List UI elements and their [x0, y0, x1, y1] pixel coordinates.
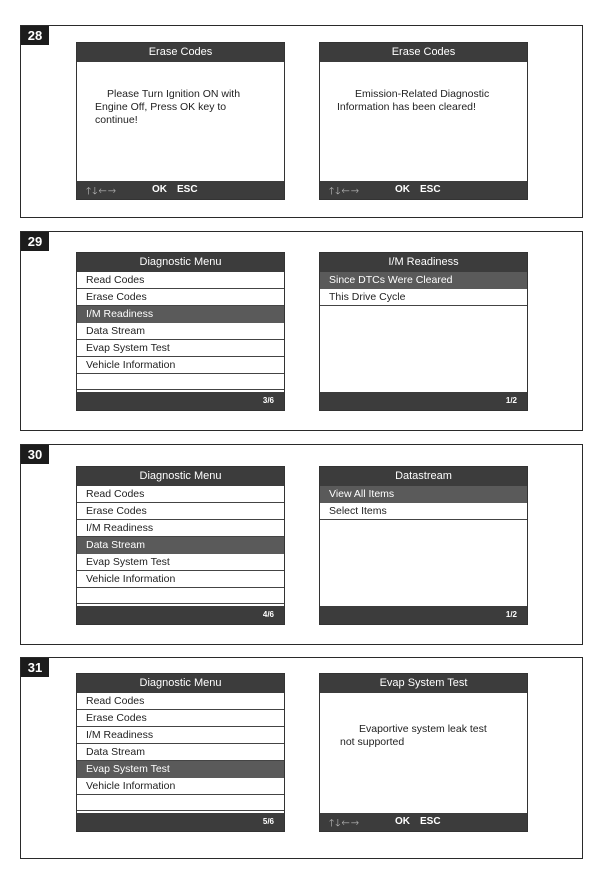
message-line-1: Please Turn Ignition ON with — [107, 88, 241, 100]
message-line-1: Emission-Related Diagnostic — [355, 88, 490, 100]
step-29-section — [20, 231, 583, 431]
message-line-1: Evaportive system leak test — [359, 723, 487, 735]
menu-item-im-readiness[interactable]: I/M Readiness — [77, 520, 284, 537]
screen-title: Erase Codes — [320, 43, 527, 62]
screen-footer — [77, 606, 284, 624]
screen-title: Erase Codes — [77, 43, 284, 62]
arrow-keys-icon: 🡑🡓🡐🡒 — [329, 818, 361, 829]
erase-codes-prompt-screen — [76, 42, 285, 200]
page-indicator: 3/6 — [262, 396, 274, 405]
esc-key[interactable]: ESC — [420, 816, 441, 827]
menu-item-read-codes[interactable]: Read Codes — [77, 272, 284, 289]
menu-item-evap-system-test[interactable]: Evap System Test — [77, 340, 284, 357]
message-line-2: Engine Off, Press OK key to — [95, 101, 227, 113]
screen-title: Diagnostic Menu — [77, 253, 284, 272]
step-number: 28 — [21, 26, 49, 45]
menu-list — [77, 486, 284, 604]
diagnostic-menu-screen — [76, 466, 285, 625]
page-indicator: 4/6 — [262, 610, 274, 619]
menu-item-evap-system-test[interactable]: Evap System Test — [77, 554, 284, 571]
ok-key[interactable]: OK — [395, 816, 410, 827]
menu-blank-row — [77, 588, 284, 604]
message-line-2: not supported — [340, 736, 405, 748]
ok-key[interactable]: OK — [395, 184, 410, 195]
menu-list — [320, 486, 527, 520]
menu-item-vehicle-information[interactable]: Vehicle Information — [77, 357, 284, 374]
esc-key[interactable]: ESC — [177, 184, 198, 195]
menu-item-evap-system-test[interactable]: Evap System Test — [77, 761, 284, 778]
step-31-section — [20, 657, 583, 859]
screen-footer — [77, 392, 284, 410]
screen-footer — [320, 606, 527, 624]
menu-item-read-codes[interactable]: Read Codes — [77, 486, 284, 503]
menu-item-since-dtcs-cleared[interactable]: Since DTCs Were Cleared — [320, 272, 527, 289]
page-indicator: 5/6 — [262, 817, 274, 826]
menu-item-erase-codes[interactable]: Erase Codes — [77, 289, 284, 306]
diagnostic-menu-screen — [76, 252, 285, 411]
message-line-3: continue! — [95, 114, 138, 126]
esc-key[interactable]: ESC — [420, 184, 441, 195]
screen-footer — [320, 813, 527, 831]
page-indicator: 1/2 — [505, 396, 517, 405]
menu-item-data-stream[interactable]: Data Stream — [77, 537, 284, 554]
menu-list — [77, 693, 284, 811]
menu-list — [77, 272, 284, 390]
screen-title: I/M Readiness — [320, 253, 527, 272]
page-indicator: 1/2 — [505, 610, 517, 619]
menu-list — [320, 272, 527, 306]
arrow-keys-icon: 🡑🡓🡐🡒 — [329, 186, 361, 197]
menu-blank-row — [77, 374, 284, 390]
menu-item-vehicle-information[interactable]: Vehicle Information — [77, 778, 284, 795]
step-number: 30 — [21, 445, 49, 464]
screen-title: Diagnostic Menu — [77, 674, 284, 693]
menu-item-view-all-items[interactable]: View All Items — [320, 486, 527, 503]
menu-item-read-codes[interactable]: Read Codes — [77, 693, 284, 710]
menu-item-erase-codes[interactable]: Erase Codes — [77, 503, 284, 520]
screen-title: Diagnostic Menu — [77, 467, 284, 486]
menu-item-data-stream[interactable]: Data Stream — [77, 744, 284, 761]
datastream-screen — [319, 466, 528, 625]
step-28-section — [20, 25, 583, 218]
menu-item-data-stream[interactable]: Data Stream — [77, 323, 284, 340]
menu-item-vehicle-information[interactable]: Vehicle Information — [77, 571, 284, 588]
step-30-section — [20, 444, 583, 645]
screen-footer — [77, 813, 284, 831]
message-line-2: Information has been cleared! — [337, 101, 476, 113]
diagnostic-menu-screen — [76, 673, 285, 832]
step-number: 31 — [21, 658, 49, 677]
screen-footer — [320, 181, 527, 199]
im-readiness-screen — [319, 252, 528, 411]
screen-title: Datastream — [320, 467, 527, 486]
screen-title: Evap System Test — [320, 674, 527, 693]
menu-item-select-items[interactable]: Select Items — [320, 503, 527, 520]
menu-item-im-readiness[interactable]: I/M Readiness — [77, 727, 284, 744]
menu-item-im-readiness[interactable]: I/M Readiness — [77, 306, 284, 323]
menu-blank-row — [77, 795, 284, 811]
screen-footer — [320, 392, 527, 410]
ok-key[interactable]: OK — [152, 184, 167, 195]
menu-item-this-drive-cycle[interactable]: This Drive Cycle — [320, 289, 527, 306]
erase-codes-cleared-screen — [319, 42, 528, 200]
menu-item-erase-codes[interactable]: Erase Codes — [77, 710, 284, 727]
evap-system-test-screen — [319, 673, 528, 832]
screen-footer — [77, 181, 284, 199]
step-number: 29 — [21, 232, 49, 251]
arrow-keys-icon: 🡑🡓🡐🡒 — [86, 186, 118, 197]
